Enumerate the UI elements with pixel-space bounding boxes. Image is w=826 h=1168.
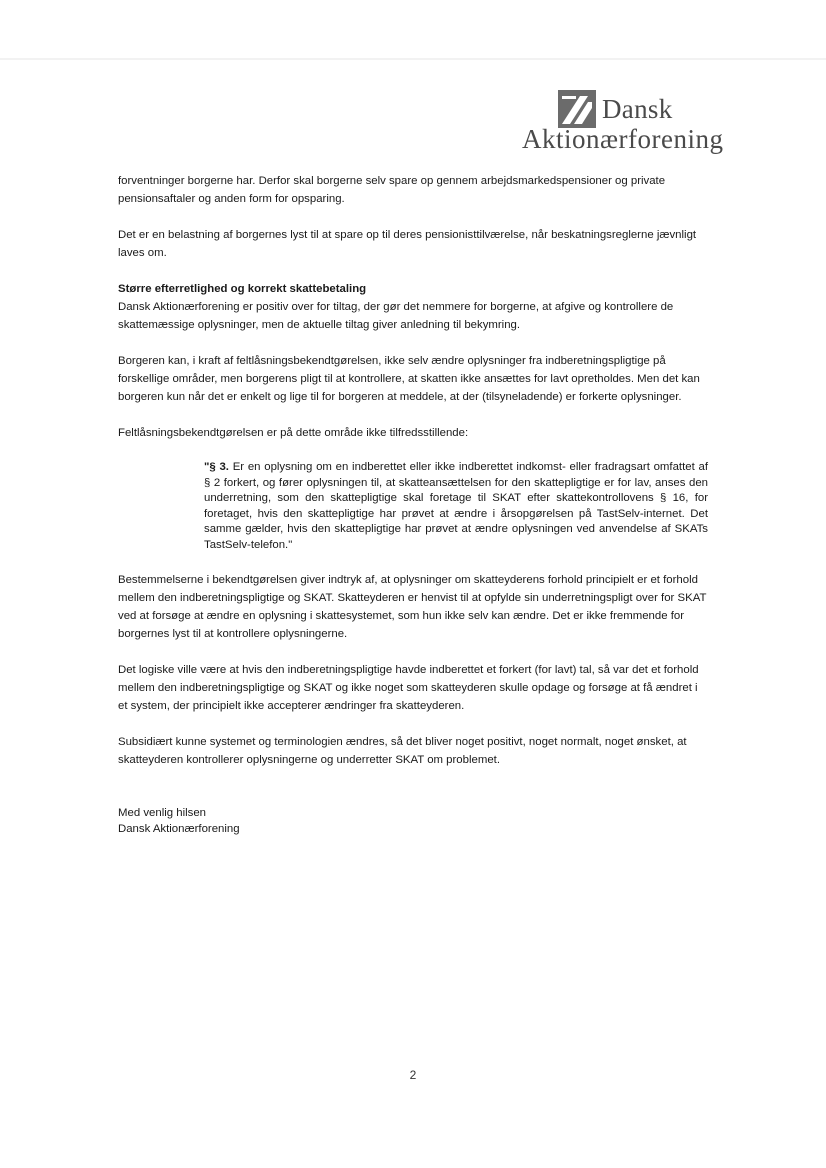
paragraph-tax-rules: Det er en belastning af borgernes lyst til at spare op til deres pensionisttilværelse, når beskatningsreglerne jævnligt laves om. <box>118 229 697 259</box>
organization-logo <box>520 88 730 160</box>
paragraph-pension-savings: forventninger borgerne har. Derfor skal borgerne selv spare op gennem arbejdsmarkedspensioner og private pensionsaftaler og anden form for opsparing. <box>118 175 666 205</box>
logo-text-aktionaerforening: Aktionærforening <box>522 124 724 154</box>
scan-artifact-band <box>0 58 826 60</box>
section-heading: Større efterretlighed og korrekt skattebetaling <box>118 283 367 295</box>
paragraph-positive-initiatives: Dansk Aktionærforening er positiv over for tiltag, der gør det nemmere for borgerne, at afgive og kontrollere de skattemæssige oplysninger, men de aktuelle tiltag giver anledning til bekymring. <box>118 301 674 331</box>
paragraph-field-locking: Borgeren kan, i kraft af feltlåsningsbekendtgørelsen, ikke selv ændre oplysninger fra indberetningspligtige på forskellige områder, men borgerens pligt til at kontrollere, at skatten ikke ansættes for lavt opretholdes. Men det kan borgeren kun når det er enkelt og lige til for borgeren at meddele, at der (tilsyneladende) er forkerte oplysninger. <box>118 355 700 403</box>
paragraph-subsidiary: Subsidiært kunne systemet og terminologien ændres, så det bliver noget positivt, noget normalt, noget ønsket, at skatteyderen kontrollerer oplysningerne og underretter SKAT om problemet. <box>118 736 687 766</box>
legal-quote <box>204 460 708 553</box>
dansk-aktionaerforening-logo-mark-icon <box>558 90 596 128</box>
paragraph-logical: Det logiske ville være at hvis den indberetningspligtige havde indberettet et forkert (for lavt) tal, så var det et forhold mellem den indberetningspligtige og SKAT og ikke noget som skatteyderen skulle opdage og forsøge at få ændret i et system, der principielt ikke accepterer ændringer fra skatteyderen. <box>118 664 699 712</box>
paragraph-provisions: Bestemmelserne i bekendtgørelsen giver indtryk af, at oplysninger om skatteyderens forhold principielt er et forhold mellem den indberetningspligtige og SKAT. Skatteyderen er henvist til at opfylde sin underretningspligt over for SKAT ved at forsøge at ændre en oplysning i skattesystemet, som hun ikke selv kan ændre. Det er ikke fremmende for borgernes lyst til at kontrollere oplysningerne. <box>118 574 707 640</box>
paragraph-unsatisfactory: Feltlåsningsbekendtgørelsen er på dette område ikke tilfredsstillende: <box>118 427 469 439</box>
quote-text: Er en oplysning om en indberettet eller ikke indberettet indkomst- eller fradragsart omfattet af § 2 forkert, og fører oplysningen til, at skatteansættelsen for den skattepligtige er for lav, anses den underretning, som den skattepligtige skal foretage til SKAT efter skattekontrollovens § 16, for foretaget, hvis den skattepligtige har prøvet at ændre i årsopgørelsen på TastSelv-internet. Det samme gælder, hvis den skattepligtige har prøvet at ændre oplysningen ved anvendelse af SKATs TastSelv-telefon." <box>204 461 708 551</box>
letter-body <box>118 172 708 837</box>
signoff <box>118 805 708 837</box>
logo-text-dansk: Dansk <box>602 94 673 124</box>
signoff-greeting: Med venlig hilsen <box>118 807 207 819</box>
signoff-organization: Dansk Aktionærforening <box>118 823 240 835</box>
quote-section-mark: "§ 3. <box>204 461 229 473</box>
page-number: 2 <box>409 1068 417 1082</box>
